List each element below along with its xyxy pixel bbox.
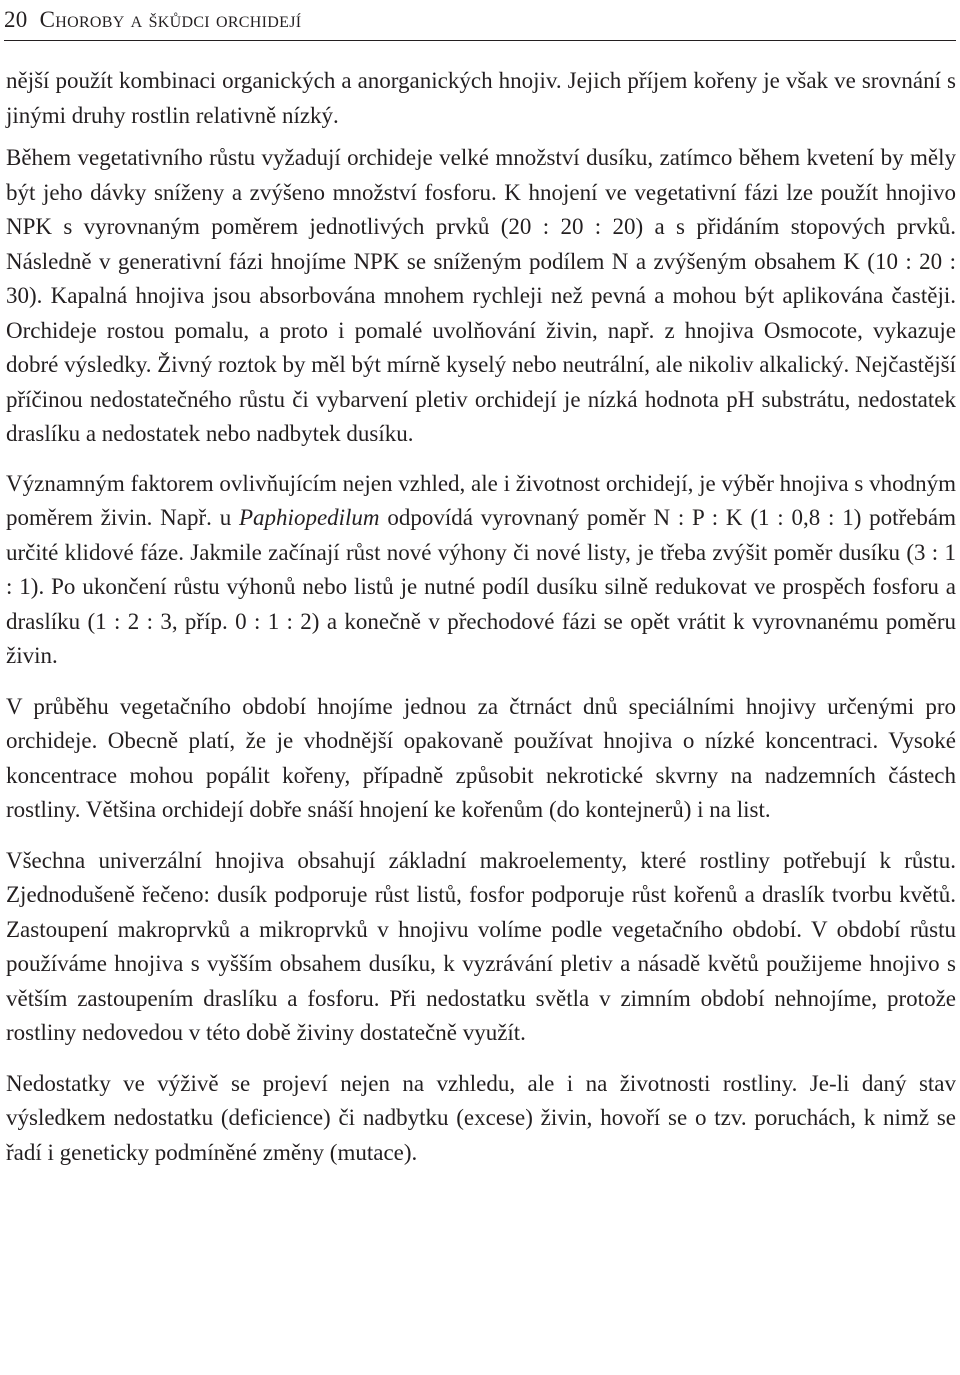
genus-name: Paphiopedilum xyxy=(239,505,380,530)
paragraph-1: nější použít kombinaci organických a anorganických hnojiv. Jejich příjem kořeny je však ve srovnání s jinými druhy rostlin relativně nízký. xyxy=(6,68,956,128)
paragraph-6: Nedostatky ve výživě se projeví nejen na vzhledu, ale i na životnosti rostliny. Je-li daný stav výsledkem nedostatku (deficience) či nadbytku (excese) živin, hovoří se o tzv. poruchách, k nimž se řadí i geneticky podmíněné změny (mutace). xyxy=(6,1070,956,1165)
paragraph-3-part-2: odpovídá vyrovnaný poměr N : P : K (1 : 0,8 : 1) potřebám určité klidové fáze. Jakmile začínají růst nové výhony či nové listy, je třeba zvýšit poměr dusíku (3 : 1 : 1). Po ukončení růstu výhonů nebo listů je nutné podíl dusíku silně redukovat ve prospěch fosforu a draslíku (1 : 2 : 3, příp. 0 : 1 : 2) a konečně v přechodové fázi se opět vrátit k vyrovnanému poměru živin. xyxy=(6,505,956,668)
running-title: Choroby a škůdci orchidejí xyxy=(39,7,302,32)
paragraph-2: Během vegetativního růstu vyžadují orchideje velké množství dusíku, zatímco během kvetení by měly být jeho dávky sníženy a zvýšeno množství fosforu. K hnojení ve vegetativní fázi lze použít hnojivo NPK s vyrovnaným poměrem jednotlivých prvků (20 : 20 : 20) a s přidáním stopových prvků. Následně v generativní fázi hnojíme NPK se sníženým podílem N a zvýšeným obsahem K (10 : 20 : 30). Kapalná hnojiva jsou absorbována mnohem rychleji než pevná a mohou být aplikována častěji. Orchideje rostou pomalu, a proto i pomalé uvolňování živin, např. z hnojiva Osmocote, vykazuje dobré výsledky. Živný roztok by měl být mírně kyselý nebo neutrální, ale nikoliv alkalický. Nejčastější příčinou nedostatečného růstu či vybarvení pletiv orchidejí je nízká hodnota pH substrátu, nedostatek draslíku a nedostatek nebo nadbytek dusíku. xyxy=(6,145,956,446)
paragraph-4: V průběhu vegetačního období hnojíme jednou za čtrnáct dnů speciálními hnojivy určenými pro orchideje. Obecně platí, že je vhodnější opakovaně používat hnojiva o nízké koncentraci. Vysoké koncentrace mohou popálit kořeny, případně způsobit nekrotické skvrny na nadzemních částech rostliny. Většina orchidejí dobře snáší hnojení ke kořenům (do kontejnerů) i na list. xyxy=(6,693,956,822)
paragraph-3 xyxy=(6,467,956,674)
page-header xyxy=(4,0,956,41)
page-number: 20 xyxy=(4,7,28,32)
paragraph-5: Všechna univerzální hnojiva obsahují základní makroelementy, které rostliny potřebují k růstu. Zjednodušeně řečeno: dusík podporuje růst listů, fosfor podporuje růst kořenů a draslík tvorbu květů. Zastoupení makroprvků a mikroprvků v hnojivu volíme podle vegetačního období. V období růstu používáme hnojiva s vyšším obsahem dusíku, k vyzrávání pletiv a násadě květů použijeme hnojivo s větším zastoupením draslíku a fosforu. Při nedostatku světla v zimním období nehnojíme, protože rostliny nedovedou v této době živiny dostatečně využít. xyxy=(6,847,956,1045)
body-text xyxy=(6,64,956,1186)
paragraph-3-part-1: Významným faktorem ovlivňujícím nejen vzhled, ale i životnost orchidejí, je výběr hnojiva s vhodným poměrem živin. Např. u xyxy=(6,470,956,530)
